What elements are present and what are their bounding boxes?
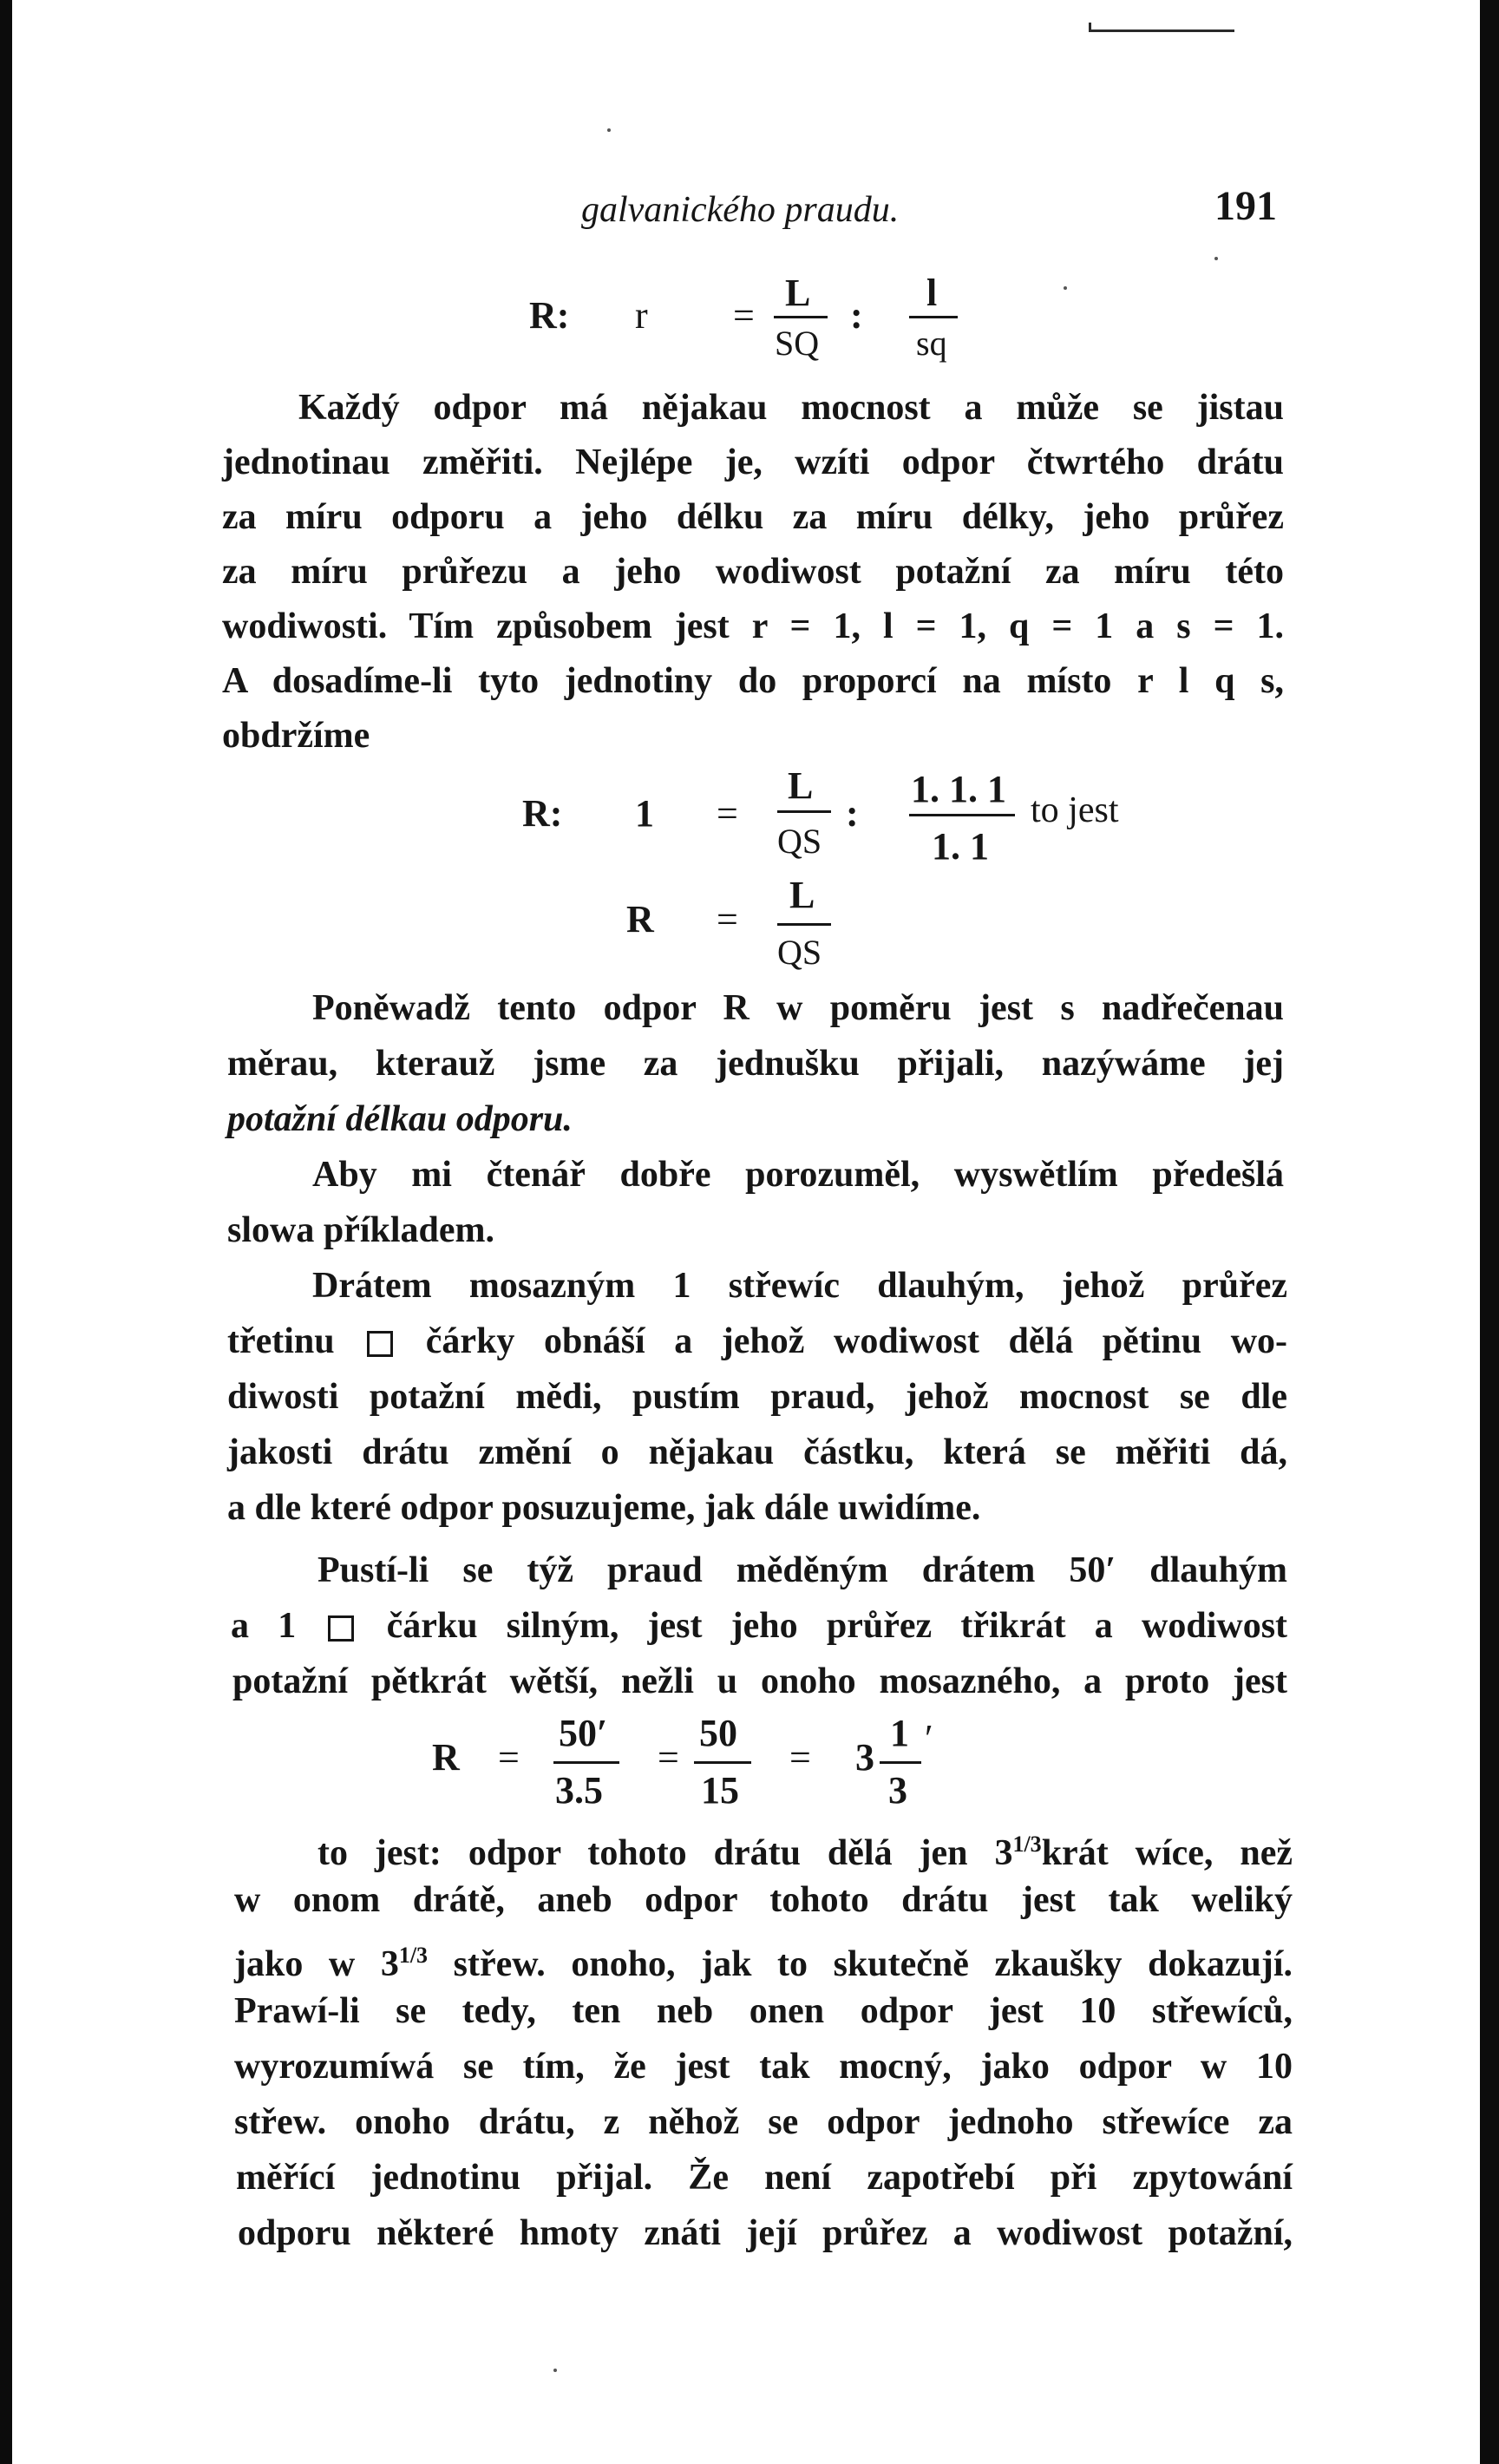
text-segment: čárky obnáší a jehož wodiwost dělá pětinu wo- xyxy=(425,1321,1288,1361)
formula-1-lhs: R: xyxy=(529,294,570,337)
text-line: Poněwadž tento odpor R w poměru jest s nadřečenau xyxy=(312,988,1284,1028)
formula-2-equals: = xyxy=(717,792,738,835)
formula-4-denominator-3: 3 xyxy=(888,1769,907,1812)
text-line: diwosti potažní mědi, pustím praud, jehož mocnost se dle xyxy=(227,1377,1287,1417)
formula-3-equals: = xyxy=(717,898,738,940)
text-segment: to jest: odpor tohoto drátu dělá jen 3 xyxy=(317,1833,1013,1873)
text-line: jednotinau změřiti. Nejlépe je, wzíti odpor čtwrtého drátu xyxy=(222,442,1284,482)
text-segment: a 1 xyxy=(231,1606,297,1646)
formula-2-colon: : xyxy=(846,792,859,835)
formula-1-denominator-1: SQ xyxy=(775,324,820,363)
inline-fraction: 1/3 xyxy=(398,1943,429,1968)
formula-3-lhs: R xyxy=(626,898,654,940)
formula-2-tail: to jest xyxy=(1031,790,1119,830)
text-segment: krát wíce, než xyxy=(1041,1833,1293,1873)
formula-3-denominator: QS xyxy=(777,933,822,972)
text-line-with-fraction xyxy=(317,1820,1293,1877)
text-line: obdržíme xyxy=(222,716,370,756)
text-line: a dle které odpor posuzujeme, jak dále uwidíme. xyxy=(227,1488,981,1528)
formula-4-denominator-2: 15 xyxy=(701,1769,739,1812)
formula-2-denominator-1: QS xyxy=(777,822,822,861)
italic-term: potažní délkau odporu. xyxy=(227,1099,573,1139)
formula-2-numerator-1: L xyxy=(788,764,814,807)
formula-4-fraction-bar-3 xyxy=(880,1761,921,1764)
text-line: Drátem mosazným 1 střewíc dlauhým, jehož průřez xyxy=(312,1266,1287,1306)
formula-4-equals-3: = xyxy=(789,1736,811,1779)
text-segment: čárku silným, jest jeho průřez třikrát a wodiwost xyxy=(386,1606,1288,1646)
formula-4-lhs: R xyxy=(432,1736,460,1779)
text-line: potažní pětkrát wětší, nežli u onoho mosazného, a proto jest xyxy=(232,1661,1287,1701)
formula-4-numerator-2: 50 xyxy=(699,1712,737,1754)
text-line: w onom drátě, aneb odpor tohoto drátu jest tak weliký xyxy=(234,1880,1293,1920)
formula-2-numerator-2: 1. 1. 1 xyxy=(911,768,1006,810)
scan-speck xyxy=(607,128,611,132)
inline-fraction: 1/3 xyxy=(1012,1832,1042,1857)
text-line: A dosadíme-li tyto jednotiny do proporcí na místo r l q s, xyxy=(222,661,1284,701)
text-line: odporu některé hmoty znáti její průřez a wodiwost potažní, xyxy=(238,2213,1293,2253)
formula-4-fraction-bar-1 xyxy=(553,1761,619,1764)
text-segment: střew. onoho, jak to skutečně zkaušky dokazují. xyxy=(428,1944,1293,1984)
formula-1-r: r xyxy=(635,294,648,337)
text-line: Pustí-li se týž praud měděným drátem 50′ dlauhým xyxy=(317,1550,1287,1590)
formula-1-numerator-1: L xyxy=(785,272,811,314)
formula-1-numerator-2: l xyxy=(926,272,938,314)
text-segment: jako w 3 xyxy=(234,1944,399,1984)
page-number: 191 xyxy=(1214,183,1277,229)
formula-4-prime: ′ xyxy=(925,1717,933,1760)
text-line: slowa příkladem. xyxy=(227,1210,495,1250)
formula-4-whole: 3 xyxy=(855,1736,874,1779)
formula-4-equals-1: = xyxy=(498,1736,520,1779)
text-line: měřící jednotinu přijal. Že není zapotřebí při zpytowání xyxy=(236,2158,1293,2198)
text-segment: třetinu xyxy=(227,1321,335,1361)
formula-1-equals: = xyxy=(733,294,755,337)
text-line: jakosti drátu změní o nějakau částku, která se měřiti dá, xyxy=(227,1432,1287,1472)
text-line: wodiwosti. Tím způsobem jest r = 1, l = 1, q = 1 a s = 1. xyxy=(222,606,1284,646)
formula-2-denominator-2: 1. 1 xyxy=(932,825,989,868)
text-line: střew. onoho drátu, z něhož se odpor jednoho střewíce za xyxy=(234,2102,1293,2142)
text-line: Prawí-li se tedy, ten neb onen odpor jest 10 střewíců, xyxy=(234,1991,1293,2031)
text-line: Každý odpor má nějakau mocnost a může se jistau xyxy=(298,388,1284,428)
formula-2-one: 1 xyxy=(635,792,654,835)
formula-3-numerator: L xyxy=(789,874,815,916)
formula-1-denominator-2: sq xyxy=(916,324,947,363)
text-line: za míru průřezu a jeho wodiwost potažní za míru této xyxy=(222,552,1284,592)
formula-1-colon: : xyxy=(850,294,863,337)
formula-4-numerator-3: 1 xyxy=(890,1712,909,1754)
scan-speck xyxy=(553,2369,557,2372)
text-line-with-fraction xyxy=(234,1931,1293,1989)
formula-4-denominator-1: 3.5 xyxy=(555,1769,603,1812)
formula-4-numerator-1: 50′ xyxy=(559,1712,608,1754)
formula-4-equals-2: = xyxy=(658,1736,679,1779)
text-line: wyrozumíwá se tím, že jest tak mocný, jako odpor w 10 xyxy=(234,2047,1293,2087)
formula-4-fraction-bar-2 xyxy=(694,1761,751,1764)
text-line: za míru odporu a jeho délku za míru délky, jeho průřez xyxy=(222,497,1284,537)
running-title: galvanického praudu. xyxy=(581,190,900,230)
formula-2-lhs: R: xyxy=(522,792,563,835)
text-line: měrau, kterauž jsme za jednušku přijali, nazýwáme jej xyxy=(227,1044,1284,1084)
scan-speck xyxy=(1064,286,1067,290)
text-line: Aby mi čtenář dobře porozuměl, wyswětlím předešlá xyxy=(312,1155,1284,1195)
scan-speck xyxy=(1214,257,1218,260)
